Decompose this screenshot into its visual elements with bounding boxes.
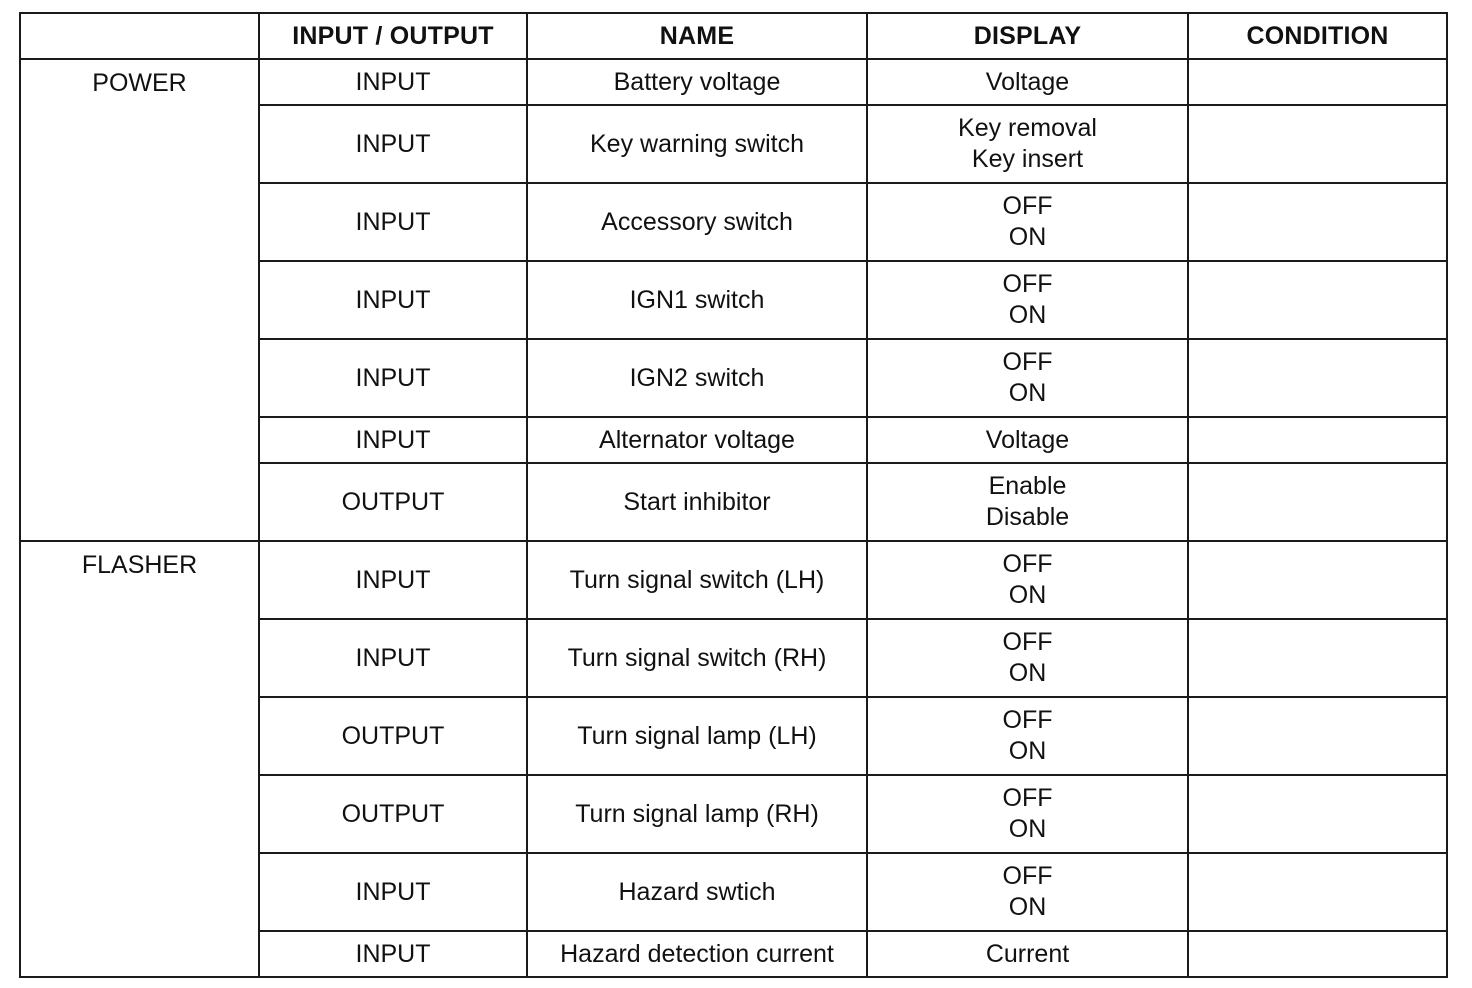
display-cell: [867, 417, 1188, 463]
condition-cell: [1188, 105, 1447, 183]
condition-cell: [1188, 775, 1447, 853]
display-line: Disable: [985, 503, 1070, 531]
display-cell: [867, 853, 1188, 931]
io-cell: INPUT: [259, 417, 527, 463]
condition-cell: [1188, 931, 1447, 977]
display-cell: [867, 619, 1188, 697]
display-line: Voltage: [985, 425, 1070, 454]
name-cell: Turn signal switch (LH): [527, 541, 867, 619]
display-line: OFF: [1002, 784, 1053, 812]
io-cell: OUTPUT: [259, 697, 527, 775]
io-cell: INPUT: [259, 183, 527, 261]
display-line: Enable: [988, 472, 1067, 500]
header-display: DISPLAY: [867, 13, 1188, 59]
display-cell: [867, 261, 1188, 339]
display-line: Voltage: [985, 67, 1070, 96]
name-cell: Alternator voltage: [527, 417, 867, 463]
name-cell: Hazard detection current: [527, 931, 867, 977]
display-cell: [867, 541, 1188, 619]
display-cell: [867, 463, 1188, 541]
header-io: INPUT / OUTPUT: [259, 13, 527, 59]
name-cell: Start inhibitor: [527, 463, 867, 541]
header-row: [20, 13, 1447, 59]
display-cell: [867, 931, 1188, 977]
io-cell: INPUT: [259, 619, 527, 697]
group-power: POWER: [20, 59, 259, 541]
io-cell: INPUT: [259, 261, 527, 339]
display-line: ON: [1008, 659, 1047, 687]
io-table: [19, 12, 1448, 978]
condition-cell: [1188, 261, 1447, 339]
display-cell: [867, 105, 1188, 183]
condition-cell: [1188, 463, 1447, 541]
name-cell: Accessory switch: [527, 183, 867, 261]
name-cell: Hazard swtich: [527, 853, 867, 931]
header-group: [20, 13, 259, 59]
io-cell: OUTPUT: [259, 463, 527, 541]
io-cell: INPUT: [259, 853, 527, 931]
group-flasher: FLASHER: [20, 541, 259, 977]
name-cell: IGN1 switch: [527, 261, 867, 339]
condition-cell: [1188, 59, 1447, 105]
display-cell: [867, 339, 1188, 417]
name-cell: Turn signal lamp (LH): [527, 697, 867, 775]
io-cell: INPUT: [259, 105, 527, 183]
display-line: OFF: [1002, 192, 1053, 220]
display-line: ON: [1008, 737, 1047, 765]
condition-cell: [1188, 339, 1447, 417]
display-cell: [867, 183, 1188, 261]
table-row: [20, 59, 1447, 105]
io-cell: INPUT: [259, 541, 527, 619]
display-line: OFF: [1002, 628, 1053, 656]
io-cell: INPUT: [259, 59, 527, 105]
display-cell: [867, 775, 1188, 853]
display-line: OFF: [1002, 348, 1053, 376]
name-cell: Turn signal switch (RH): [527, 619, 867, 697]
display-line: OFF: [1002, 862, 1053, 890]
condition-cell: [1188, 619, 1447, 697]
io-cell: INPUT: [259, 931, 527, 977]
condition-cell: [1188, 541, 1447, 619]
display-line: ON: [1008, 301, 1047, 329]
display-line: ON: [1008, 893, 1047, 921]
display-line: ON: [1008, 223, 1047, 251]
display-line: OFF: [1002, 550, 1053, 578]
condition-cell: [1188, 417, 1447, 463]
condition-cell: [1188, 853, 1447, 931]
display-cell: [867, 59, 1188, 105]
name-cell: Key warning switch: [527, 105, 867, 183]
condition-cell: [1188, 697, 1447, 775]
display-cell: [867, 697, 1188, 775]
name-cell: Battery voltage: [527, 59, 867, 105]
header-condition: CONDITION: [1188, 13, 1447, 59]
display-line: ON: [1008, 815, 1047, 843]
display-line: Key removal: [958, 114, 1097, 142]
name-cell: IGN2 switch: [527, 339, 867, 417]
display-line: ON: [1008, 581, 1047, 609]
io-cell: OUTPUT: [259, 775, 527, 853]
display-line: Key insert: [971, 145, 1084, 173]
table-row: [20, 541, 1447, 619]
display-line: OFF: [1002, 706, 1053, 734]
display-line: ON: [1008, 379, 1047, 407]
io-cell: INPUT: [259, 339, 527, 417]
name-cell: Turn signal lamp (RH): [527, 775, 867, 853]
display-line: Current: [985, 939, 1070, 968]
display-line: OFF: [1002, 270, 1053, 298]
header-name: NAME: [527, 13, 867, 59]
condition-cell: [1188, 183, 1447, 261]
